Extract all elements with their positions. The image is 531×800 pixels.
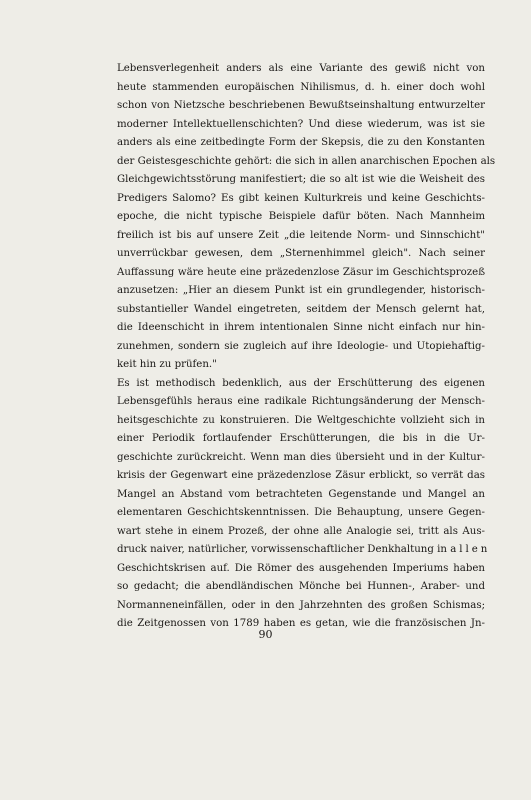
text-line: Normanneneinfällen, oder in den Jahrzehnten des großen Schismas;: [117, 599, 485, 611]
text-line: Predigers Salomo? Es gibt keinen Kulturkreis und keine Geschichts-: [117, 192, 485, 204]
text-line: der Geistesgeschichte gehört: die sich in allen anarchischen Epochen als: [117, 155, 496, 167]
text-line: einer Periodik fortlaufender Erschütterungen, die bis in die Ur-: [117, 433, 485, 444]
emphasized-word: allen: [450, 544, 491, 555]
page-number: 90: [258, 628, 273, 641]
text-line: moderner Intellektuellenschichten? Und diese wiederum, was ist sie: [117, 118, 485, 130]
text-line: heitsgeschichte zu konstruieren. Die Weltgeschichte vollzieht sich in: [117, 414, 485, 426]
text-line: so gedacht; die abendländischen Mönche bei Hunnen-, Araber- und: [117, 581, 485, 592]
text-line-part: druck naiver, natürlicher, vorwissenschaftlicher Denkhaltung in: [117, 544, 447, 555]
text-line: keit hin zu prüfen.": [117, 359, 217, 370]
text-line: Gleichgewichtsstörung manifestiert; die so alt ist wie die Weisheit des: [117, 174, 485, 185]
text-line: elementaren Geschichtskenntnissen. Die Behauptung, unsere Gegen-: [117, 507, 485, 518]
text-line: Mangel an Abstand vom betrachteten Gegenstande und Mangel an: [117, 488, 485, 500]
text-line: geschichte zurückreicht. Wenn man dies übersieht und in der Kultur-: [117, 451, 485, 463]
text-line: wart stehe in einem Prozeß, der ohne alle Analogie sei, tritt als Aus-: [117, 525, 485, 537]
text-line: zunehmen, sondern sie zugleich auf ihre Ideologie- und Utopiehaftig-: [117, 340, 485, 352]
text-line: Auffassung wäre heute eine präzedenzlose Zäsur im Geschichtsprozeß: [117, 266, 485, 278]
text-line: krisis der Gegenwart eine präzedenzlose Zäsur erblickt, so verrät das: [117, 470, 485, 481]
text-line: Geschichtskrisen auf. Die Römer des ausgehenden Imperiums haben: [117, 562, 485, 574]
text-line: Lebensgefühls heraus eine radikale Richtungsänderung der Mensch-: [117, 396, 485, 407]
text-line: Es ist methodisch bedenklich, aus der Erschütterung des eigenen: [117, 377, 485, 389]
text-line: epoche, die nicht typische Beispiele dafür böten. Nach Mannheim: [117, 211, 485, 222]
text-line: unverrückbar gewesen, dem „Sternenhimmel gleich". Nach seiner: [117, 248, 485, 259]
text-line: anders als eine zeitbedingte Form der Skepsis, die zu den Konstanten: [117, 137, 485, 148]
text-line: substantieller Wandel eingetreten, seitdem der Mensch gelernt hat,: [117, 303, 485, 315]
text-line: Lebensverlegenheit anders als eine Variante des gewiß nicht von: [117, 63, 485, 74]
text-line: freilich ist bis auf unsere Zeit „die leitende Norm- und Sinnschicht": [117, 229, 485, 241]
text-line: heute stammenden europäischen Nihilismus, d. h. einer doch wohl: [117, 81, 485, 93]
text-line: schon von Nietzsche beschriebenen Bewußtseinshaltung entwurzelter: [117, 100, 485, 111]
page-body-text: [117, 60, 496, 634]
text-line: anzusetzen: „Hier an diesem Punkt ist ein grundlegender, historisch-: [117, 285, 485, 296]
text-line: die Zeitgenossen von 1789 haben es getan, wie die französischen Jn-: [117, 618, 485, 629]
text-line: die Ideenschicht in ihrem intentionalen Sinne nicht einfach nur hin-: [117, 322, 485, 333]
text-line: [117, 541, 491, 560]
